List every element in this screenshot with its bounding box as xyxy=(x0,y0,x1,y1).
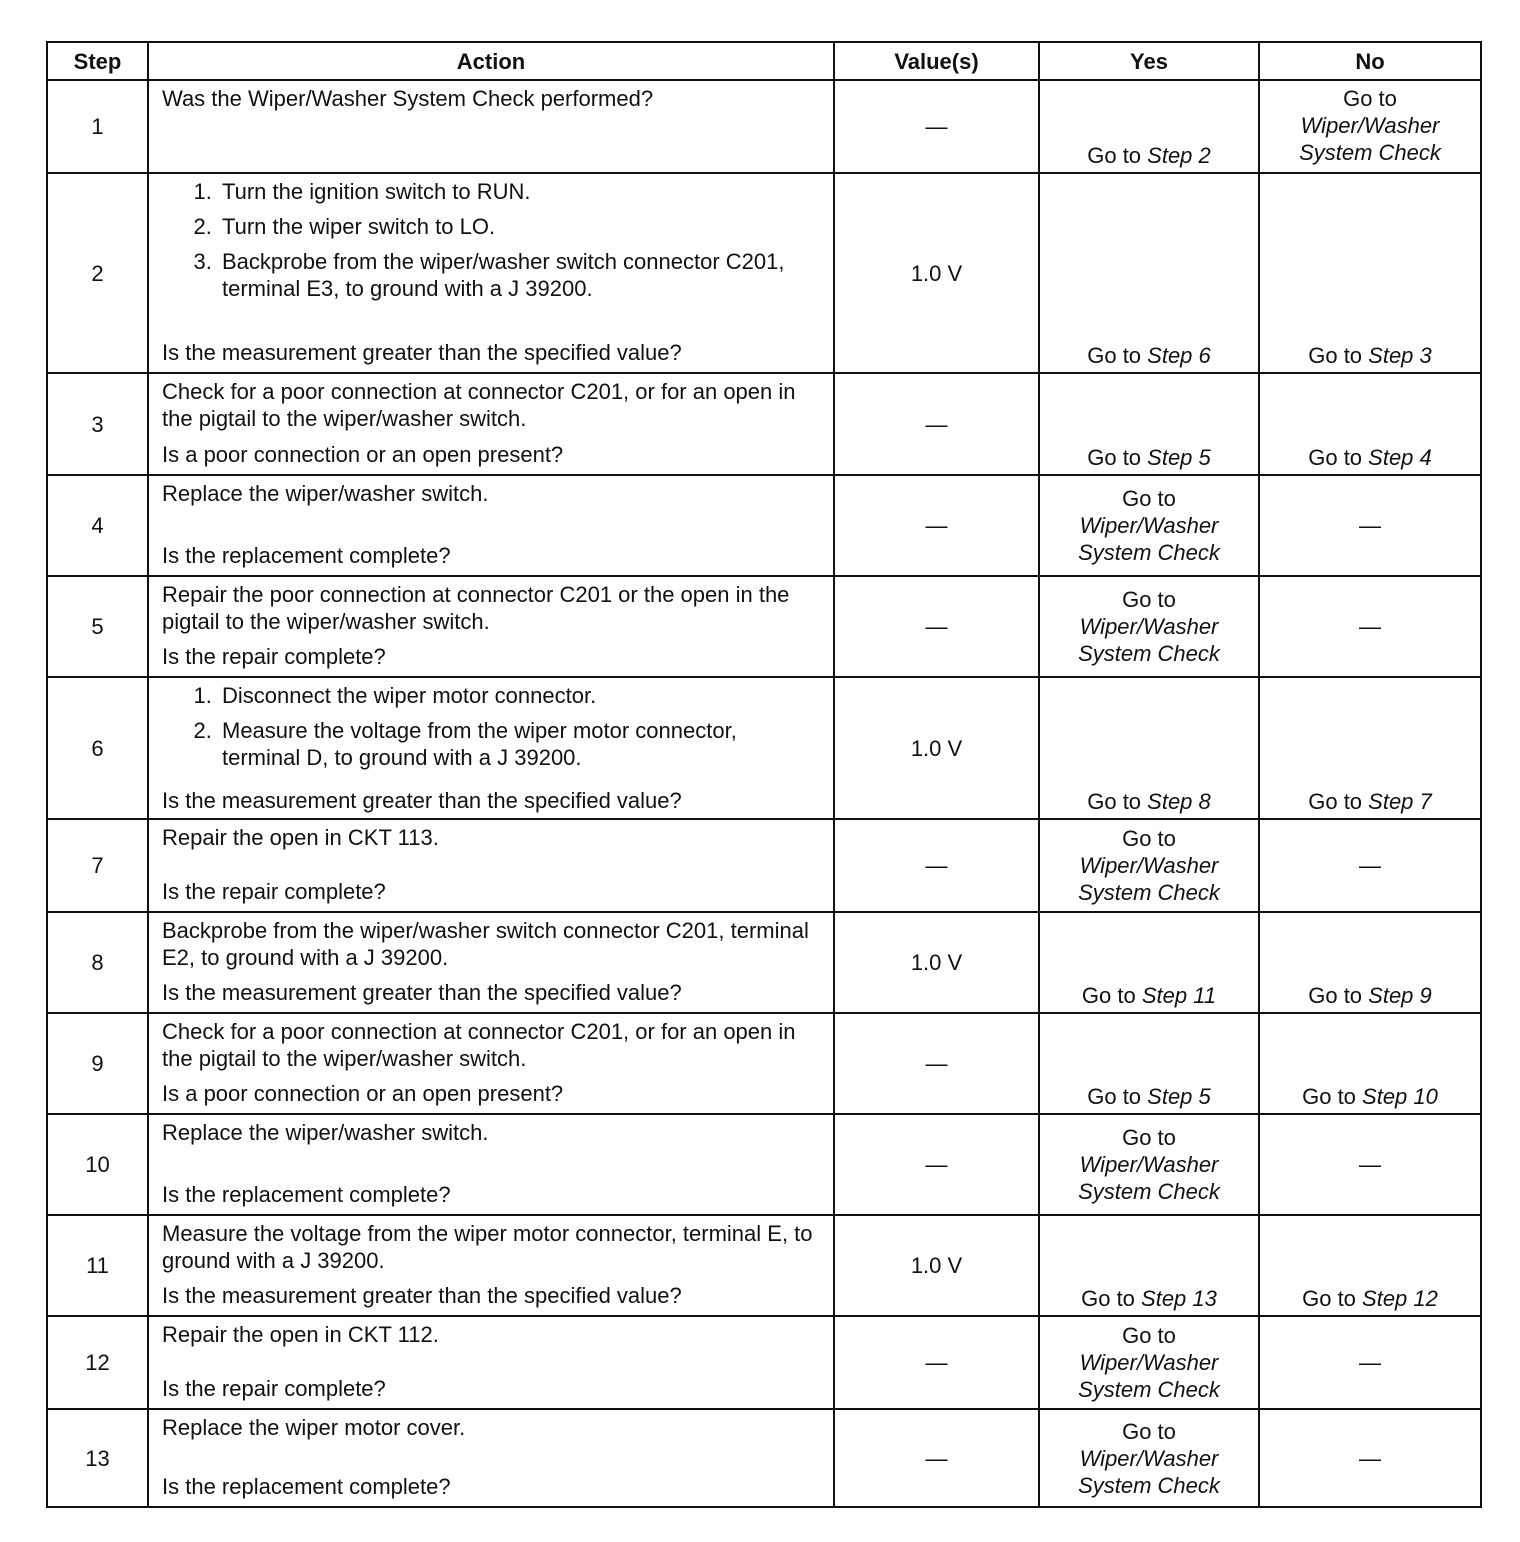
goto-label: Go to xyxy=(1302,1286,1363,1311)
action-cell xyxy=(148,819,834,912)
value-cell: 1.0 V xyxy=(834,912,1039,1013)
goto-target[interactable]: System Check xyxy=(1078,880,1220,905)
table-row xyxy=(47,677,1481,819)
action-text: Repair the open in CKT 112. xyxy=(162,1322,439,1347)
table-row xyxy=(47,173,1481,373)
action-steps xyxy=(162,178,821,302)
yes-cell xyxy=(1039,912,1259,1013)
no-cell: — xyxy=(1259,475,1481,576)
value-cell: 1.0 V xyxy=(834,173,1039,373)
goto-label: Go to xyxy=(1308,789,1369,814)
step-number: 8 xyxy=(47,912,148,1013)
action-cell xyxy=(148,1316,834,1409)
value-cell: — xyxy=(834,576,1039,677)
action-text: Replace the wiper/washer switch. xyxy=(162,1120,489,1145)
action-text: Was the Wiper/Washer System Check performed? xyxy=(162,86,654,111)
step-number: 10 xyxy=(47,1114,148,1215)
value-cell: — xyxy=(834,475,1039,576)
header-yes: Yes xyxy=(1039,42,1259,80)
header-no: No xyxy=(1259,42,1481,80)
no-cell xyxy=(1259,677,1481,819)
goto-target[interactable]: System Check xyxy=(1078,641,1220,666)
yes-cell xyxy=(1039,1409,1259,1507)
goto-label: Go to xyxy=(1343,86,1397,111)
no-cell: — xyxy=(1259,1316,1481,1409)
step-number: 5 xyxy=(47,576,148,677)
step-number: 2 xyxy=(47,173,148,373)
goto-target[interactable]: Step 12 xyxy=(1362,1286,1438,1311)
goto-target[interactable]: Wiper/Washer xyxy=(1079,1350,1219,1375)
action-step: 2. Turn the wiper switch to LO. xyxy=(218,213,821,240)
goto-label: Go to xyxy=(1081,983,1142,1008)
goto-target[interactable]: Step 3 xyxy=(1368,343,1432,368)
goto-label: Go to xyxy=(1122,486,1176,511)
goto-target[interactable]: Step 5 xyxy=(1147,1084,1211,1109)
step-number: 7 xyxy=(47,819,148,912)
action-question: Is the measurement greater than the specified value? xyxy=(162,788,682,813)
action-cell xyxy=(148,1013,834,1114)
header-action: Action xyxy=(148,42,834,80)
action-cell xyxy=(148,677,834,819)
goto-target[interactable]: System Check xyxy=(1078,540,1220,565)
value-cell: 1.0 V xyxy=(834,1215,1039,1316)
goto-label: Go to xyxy=(1308,343,1369,368)
goto-label: Go to xyxy=(1087,143,1148,168)
no-cell: — xyxy=(1259,819,1481,912)
yes-cell xyxy=(1039,576,1259,677)
table-row xyxy=(47,1114,1481,1215)
action-text: Backprobe from the wiper/washer switch connector C201, terminal E2, to ground with a J 39200. xyxy=(162,918,809,970)
goto-label: Go to xyxy=(1087,789,1148,814)
action-question: Is a poor connection or an open present? xyxy=(162,442,564,467)
action-cell xyxy=(148,80,834,173)
goto-label: Go to xyxy=(1087,445,1148,470)
step-number: 4 xyxy=(47,475,148,576)
goto-target[interactable]: Wiper/Washer xyxy=(1079,513,1219,538)
goto-target[interactable]: System Check xyxy=(1078,1179,1220,1204)
step-number: 12 xyxy=(47,1316,148,1409)
action-text: Replace the wiper/washer switch. xyxy=(162,481,489,506)
goto-target[interactable]: Step 9 xyxy=(1368,983,1432,1008)
action-question: Is the measurement greater than the specified value? xyxy=(162,1283,682,1308)
no-cell: — xyxy=(1259,1409,1481,1507)
action-text: Check for a poor connection at connector C201, or for an open in the pigtail to the wiper/washer switch. xyxy=(162,1019,796,1071)
table-row xyxy=(47,475,1481,576)
goto-target[interactable]: Wiper/Washer xyxy=(1079,1445,1219,1471)
goto-label: Go to xyxy=(1122,587,1176,612)
step-number: 3 xyxy=(47,373,148,475)
action-cell xyxy=(148,1215,834,1316)
value-cell: — xyxy=(834,1114,1039,1215)
table-row xyxy=(47,1215,1481,1316)
yes-cell xyxy=(1039,173,1259,373)
no-cell: — xyxy=(1259,576,1481,677)
table-row xyxy=(47,819,1481,912)
table-row xyxy=(47,1013,1481,1114)
header-values: Value(s) xyxy=(834,42,1039,80)
action-text: Repair the poor connection at connector C201 or the open in the pigtail to the wiper/washer switch. xyxy=(162,582,790,634)
action-cell xyxy=(148,1114,834,1215)
step-number: 9 xyxy=(47,1013,148,1114)
action-question: Is the measurement greater than the specified value? xyxy=(162,980,682,1005)
action-question: Is the repair complete? xyxy=(162,644,386,669)
value-cell: — xyxy=(834,80,1039,173)
action-text: Measure the voltage from the wiper motor connector, terminal E, to ground with a J 39200. xyxy=(162,1221,813,1273)
action-cell xyxy=(148,373,834,475)
goto-target[interactable]: Wiper/Washer xyxy=(1079,1152,1219,1177)
goto-target[interactable]: Step 2 xyxy=(1147,143,1211,168)
goto-target[interactable]: Wiper/Washer xyxy=(1079,853,1219,878)
value-cell: — xyxy=(834,1013,1039,1114)
no-cell xyxy=(1259,1215,1481,1316)
table-row xyxy=(47,1316,1481,1409)
action-question: Is a poor connection or an open present? xyxy=(162,1081,564,1106)
no-cell xyxy=(1259,1013,1481,1114)
action-steps xyxy=(162,682,821,771)
action-cell xyxy=(148,1409,834,1507)
action-cell xyxy=(148,576,834,677)
action-question: Is the repair complete? xyxy=(162,1376,386,1401)
goto-target[interactable]: Step 7 xyxy=(1368,789,1432,814)
action-step: 1. Disconnect the wiper motor connector. xyxy=(218,682,821,709)
step-number: 6 xyxy=(47,677,148,819)
action-step: 2. Measure the voltage from the wiper motor connector, terminal D, to ground with a J 39200. xyxy=(218,717,821,771)
goto-label: Go to xyxy=(1308,445,1369,470)
action-cell xyxy=(148,475,834,576)
goto-target[interactable]: Step 5 xyxy=(1147,445,1211,470)
goto-label: Go to xyxy=(1302,1084,1363,1109)
step-number: 13 xyxy=(47,1409,148,1507)
table-row xyxy=(47,912,1481,1013)
value-cell: — xyxy=(834,819,1039,912)
goto-label: Go to xyxy=(1122,1418,1176,1444)
goto-target[interactable]: System Check xyxy=(1299,140,1441,165)
value-cell: — xyxy=(834,373,1039,475)
goto-target[interactable]: Step 4 xyxy=(1368,445,1432,470)
yes-cell xyxy=(1039,373,1259,475)
action-question: Is the replacement complete? xyxy=(162,1182,451,1207)
header-row xyxy=(47,42,1481,80)
diagnostic-table xyxy=(46,41,1482,1508)
value-cell: — xyxy=(834,1409,1039,1507)
action-question: Is the measurement greater than the specified value? xyxy=(162,340,682,365)
table-row xyxy=(47,1409,1481,1507)
goto-label: Go to xyxy=(1122,826,1176,851)
yes-cell xyxy=(1039,475,1259,576)
value-cell: — xyxy=(834,1316,1039,1409)
yes-cell xyxy=(1039,1316,1259,1409)
no-cell xyxy=(1259,80,1481,173)
goto-label: Go to xyxy=(1122,1323,1176,1348)
table-row xyxy=(47,373,1481,475)
yes-cell xyxy=(1039,677,1259,819)
goto-target[interactable]: Step 13 xyxy=(1141,1286,1217,1311)
action-cell xyxy=(148,173,834,373)
goto-target[interactable]: System Check xyxy=(1078,1472,1220,1498)
action-text: Check for a poor connection at connector C201, or for an open in the pigtail to the wiper/washer switch. xyxy=(162,379,796,431)
goto-target[interactable]: Step 6 xyxy=(1147,343,1211,368)
action-question: Is the replacement complete? xyxy=(162,1474,451,1499)
action-text: Repair the open in CKT 113. xyxy=(162,825,439,850)
goto-target[interactable]: Wiper/Washer xyxy=(1079,614,1219,639)
goto-label: Go to xyxy=(1308,983,1369,1008)
yes-cell xyxy=(1039,1013,1259,1114)
no-cell xyxy=(1259,173,1481,373)
no-cell: — xyxy=(1259,1114,1481,1215)
step-number: 11 xyxy=(47,1215,148,1316)
no-cell xyxy=(1259,373,1481,475)
goto-label: Go to xyxy=(1087,343,1148,368)
action-text: Replace the wiper motor cover. xyxy=(162,1415,466,1440)
value-cell: 1.0 V xyxy=(834,677,1039,819)
goto-label: Go to xyxy=(1087,1084,1148,1109)
goto-target[interactable]: Wiper/Washer xyxy=(1300,113,1440,138)
action-cell xyxy=(148,912,834,1013)
goto-label: Go to xyxy=(1122,1125,1176,1150)
table-row xyxy=(47,80,1481,173)
goto-target[interactable]: Step 11 xyxy=(1141,983,1217,1008)
step-number: 1 xyxy=(47,80,148,173)
yes-cell xyxy=(1039,1215,1259,1316)
goto-target[interactable]: Step 8 xyxy=(1147,789,1211,814)
yes-cell xyxy=(1039,819,1259,912)
action-step: 3. Backprobe from the wiper/washer switch connector C201, terminal E3, to ground with a J 39200. xyxy=(218,248,821,302)
action-question: Is the repair complete? xyxy=(162,879,386,904)
no-cell xyxy=(1259,912,1481,1013)
action-step: 1. Turn the ignition switch to RUN. xyxy=(218,178,821,205)
yes-cell xyxy=(1039,80,1259,173)
goto-target[interactable]: System Check xyxy=(1078,1377,1220,1402)
goto-target[interactable]: Step 10 xyxy=(1362,1084,1438,1109)
action-question: Is the replacement complete? xyxy=(162,543,451,568)
header-step: Step xyxy=(47,42,148,80)
table-row xyxy=(47,576,1481,677)
goto-label: Go to xyxy=(1081,1286,1142,1311)
yes-cell xyxy=(1039,1114,1259,1215)
